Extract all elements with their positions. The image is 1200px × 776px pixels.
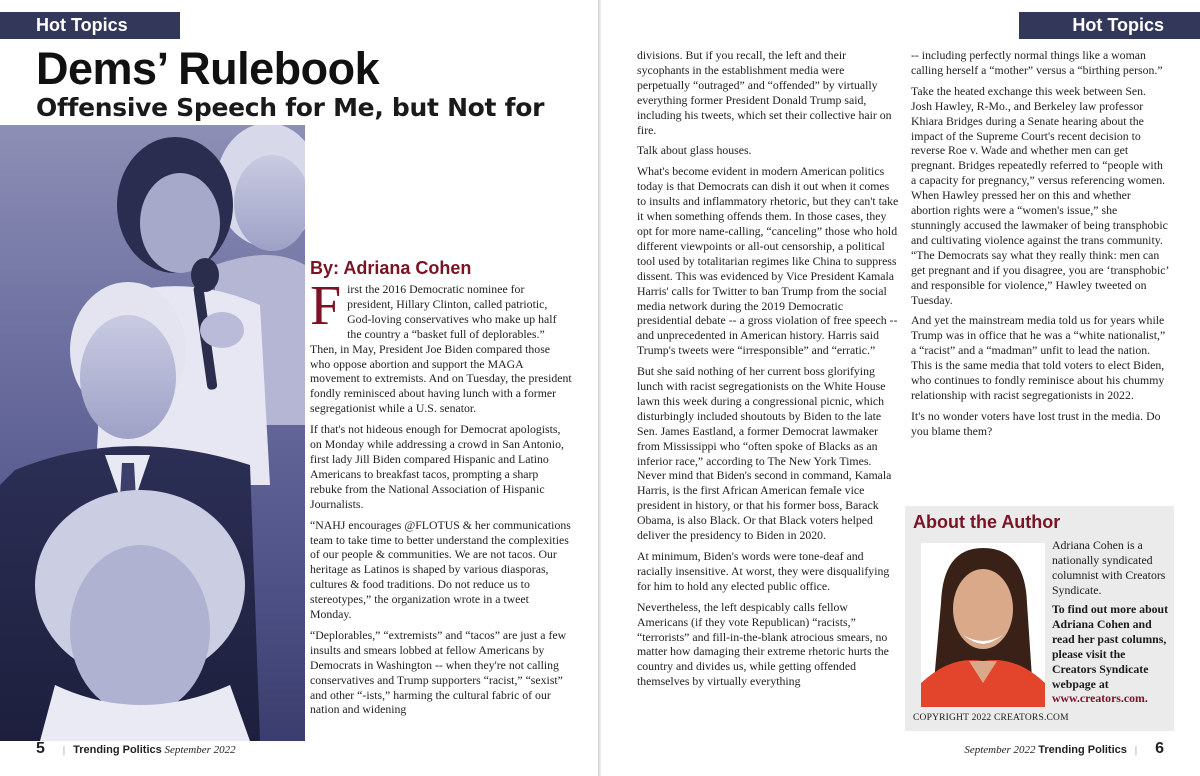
about-author-box [905, 506, 1174, 731]
article-paragraph: And yet the mainstream media told us for years while Trump was in office that he was a “white nationalist,” a “racist” and a “madman” unfit to lead the nation. This is the same media that told voters to elect Biden, who continues to fondly reminisce about his chummy relationship with racist segregationists in 2022. [911, 313, 1166, 402]
issue-date: September 2022 [964, 744, 1036, 756]
drop-cap: F [310, 275, 342, 337]
article-paragraph: Talk about glass houses. [637, 143, 752, 158]
author-cta: To find out more about Adriana Cohen and read her past columns, please visit the Creators Syndicate webpage at www.creators.com. [1052, 602, 1169, 706]
section-tag: Hot Topics [1019, 12, 1200, 39]
article-paragraph: First the 2016 Democratic nominee for president, Hillary Clinton, called patriotic, God-loving conservatives who make up half the country a “basket full of deplorables.” Then, in May, President Joe Biden compared those who oppose abortion and support the MAGA movement to extremists. And on Tuesday, the president fondly reminisced about having lunch with a former segregationist while a U.S. senator. [310, 275, 572, 416]
article-subhead: Offensive Speech for Me, but Not for [36, 93, 545, 122]
article-column-1 [310, 275, 572, 723]
section-tag: Hot Topics [0, 12, 180, 39]
copyright-notice: COPYRIGHT 2022 CREATORS.COM [913, 713, 1069, 723]
issue-date: September 2022 [164, 744, 236, 756]
article-paragraph: divisions. But if you recall, the left and their sycophants in the establishment media were perpetually “outraged” and “offended” by virtually everything former President Donald Trump said, including his tweets, which set their collective hair on fire. [637, 48, 892, 137]
author-photo [921, 543, 1045, 707]
article-paragraph: Nevertheless, the left despicably calls fellow Americans (if they vote Republican) “racists,” “terrorists” and fill-in-the-blank atrocious smears, no matter how damaging their extreme rhetoric hurts the country and divides us, while getting offended themselves by virtually everything [637, 599, 889, 689]
footer-divider: | [62, 744, 66, 756]
footer-divider: | [1134, 744, 1138, 756]
article-paragraph: What's become evident in modern American politics today is that Democrats can dish it out when it comes to insults and inflammatory rhetoric, but they can't take it when something offends them. In those cases, they opt for more name-calling, “canceling” those who hold different viewpoints or all-out censorship, a political tool used by totalitarian regimes like China to suppress dissent. This was evidenced by Vice President Kamala Harris' calls for Twitter to ban Trump from the social media network during the 2019 Democratic presidential debate -- a gross violation of free speech -- and unprecedented in American history. Harris said Trump's tweets were “irresponsible” and “erratic.” [637, 164, 899, 358]
article-paragraph: “NAHJ encourages @FLOTUS & her communications team to take time to better understand the complexities of our people & communities. We are not tacos. Our heritage as Latinos is shaped by various diasporas, cultures & food traditions. Do not reduce us to stereotypes,” the organization wrote in a tweet Monday. [310, 517, 571, 622]
article-paragraph: It's no wonder voters have lost trust in the media. Do you blame them? [911, 408, 1161, 438]
page-number: 6 [1155, 740, 1164, 757]
article-paragraph: “Deplorables,” “extremists” and “tacos” are just a few insults and smears lobbed at fellow Americans by Democrats in Washington -- when they're not calling conservatives and Trump supporters “racist,” “sexist” and other “-ists,” harming the cultural fabric of our nation and widening [310, 627, 567, 717]
creators-link[interactable]: www.creators.com. [1052, 691, 1148, 706]
left-page [0, 0, 598, 776]
page-number: 5 [36, 740, 45, 757]
page-footer-right [964, 740, 1164, 758]
article-column-3 [911, 48, 1169, 445]
article-paragraph: -- including perfectly normal things like a woman calling herself a “mother” versus a “birthing person.” [911, 48, 1163, 77]
article-paragraph: If that's not hideous enough for Democrat apologists, on Monday while addressing a crowd in San Antonio, first lady Jill Biden compared Hispanic and Latino Americans to breakfast tacos, prompting a sharp rebuke from the National Association of Hispanic Journalists. [310, 422, 564, 511]
right-page [601, 0, 1200, 776]
article-byline: By: Adriana Cohen [310, 258, 472, 278]
magazine-name: Trending Politics [73, 744, 162, 756]
about-author-title: About the Author [913, 512, 1061, 532]
article-headline: Dems’ Rulebook [36, 43, 380, 94]
article-paragraph: At minimum, Biden's words were tone-deaf and racially insensitive. At worst, they were disqualifying for him to hold any elected public office. [637, 549, 890, 593]
photo-collage-illustration [0, 125, 305, 741]
author-bio: Adriana Cohen is a nationally syndicated columnist with Creators Syndicate. [1052, 538, 1166, 597]
magazine-name: Trending Politics [1038, 744, 1127, 756]
article-column-2 [637, 48, 899, 695]
article-paragraph: But she said nothing of her current boss glorifying lunch with racist segregationists on the White House lawn this week during a congressional picnic, which disturbingly included shoutouts by Biden to the late Sen. James Eastland, a former Democrat lawmaker from Mississippi who “often spoke of Blacks as an inferior race,” according to The New York Times. Never mind that Biden's second in command, Kamala Harris, is the first African American female vice president in history, or that his former boss, Barack Obama, is also Black. Or that Black voters helped deliver the presidency to Biden in 2020. [637, 364, 892, 543]
politicians-photo-collage [0, 125, 305, 741]
article-paragraph: Take the heated exchange this week between Sen. Josh Hawley, R-Mo., and Berkeley law professor Khiara Bridges during a Senate hearing about the impact of the Supreme Court's recent decision to reverse Roe v. Wade and whether men can get pregnant. Bridges repeatedly referred to “people with a capacity for pregnancy,” versus referencing women. When Hawley pressed her on this and whether abortion rights were a “women's issue,” she stunningly accused the lawmaker of being transphobic and cultivating violence against the trans community. “The Democrats say what they really think: men can get pregnant and if you disagree, you are ‘transphobic’ and responsible for violence,” Hawley tweeted on Tuesday. [911, 83, 1169, 307]
page-footer-left [36, 740, 236, 758]
author-portrait-illustration [921, 543, 1045, 707]
